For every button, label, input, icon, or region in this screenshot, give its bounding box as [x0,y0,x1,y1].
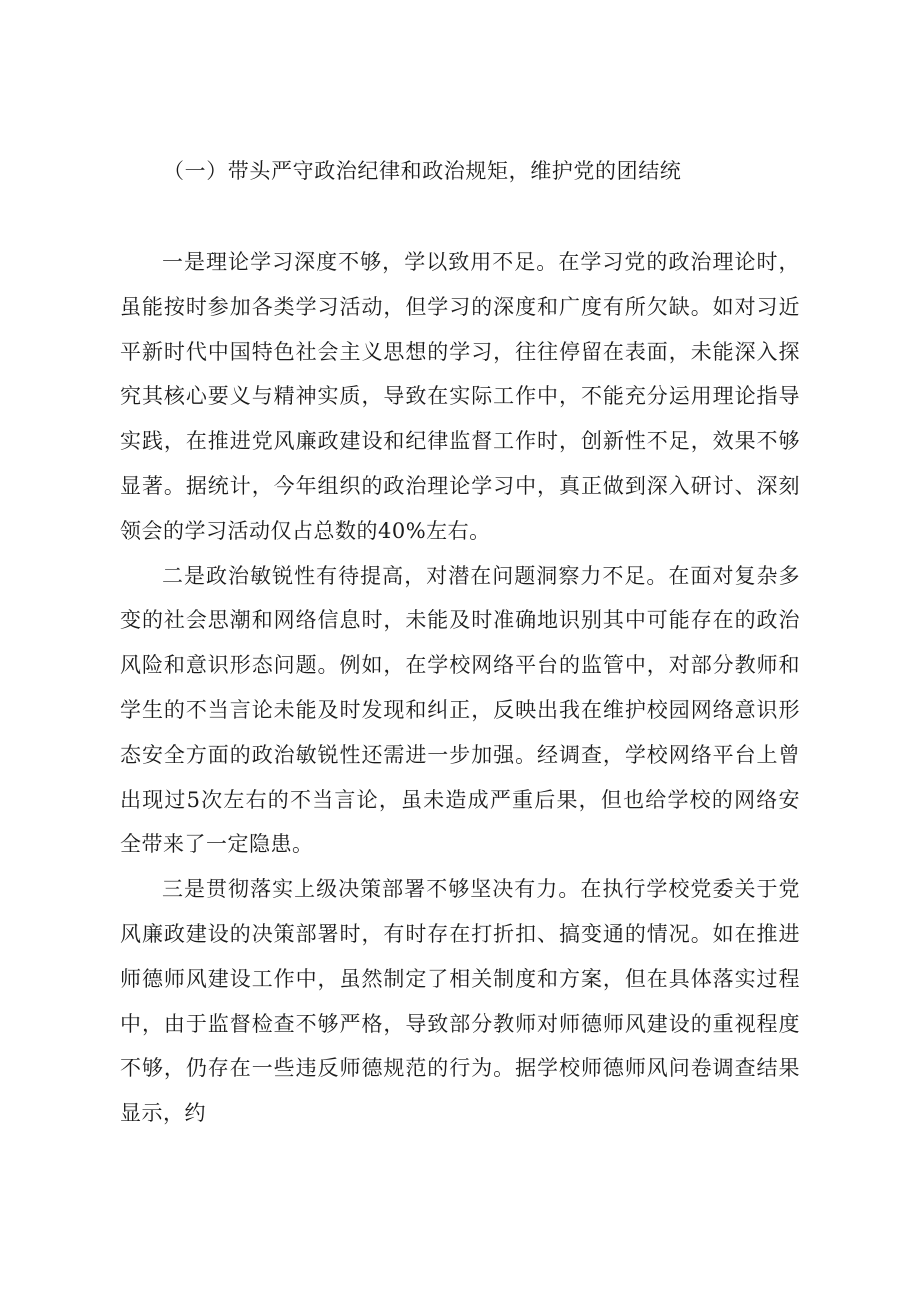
document-body [120,240,800,1136]
paragraph-1: 一是理论学习深度不够，学以致用不足。在学习党的政治理论时，虽能按时参加各类学习活动，但学习的深度和广度有所欠缺。如对习近平新时代中国特色社会主义思想的学习，往往停留在表面，未能深入探究其核心要义与精神实质，导致在实际工作中，不能充分运用理论指导实践，在推进党风廉政建设和纪律监督工作时，创新性不足，效果不够显著。据统计，今年组织的政治理论学习中，真正做到深入研讨、深刻领会的学习活动仅占总数的40%左右。 [120,250,800,543]
paragraph-2: 二是政治敏锐性有待提高，对潜在问题洞察力不足。在面对复杂多变的社会思潮和网络信息时，未能及时准确地识别其中可能存在的政治风险和意识形态问题。例如，在学校网络平台的监管中，对部分教师和学生的不当言论未能及时发现和纠正，反映出我在维护校园网络意识形态安全方面的政治敏锐性还需进一步加强。经调查，学校网络平台上曾出现过5次左右的不当言论，虽未造成严重后果，但也给学校的网络安全带来了一定隐患。 [120,563,800,857]
section-heading: （一）带头严守政治纪律和政治规矩，维护党的团结统 [163,159,682,183]
paragraph-3: 三是贯彻落实上级决策部署不够坚决有力。在执行学校党委关于党风廉政建设的决策部署时，有时存在打折扣、搞变通的情况。如在推进师德师风建设工作中，虽然制定了相关制度和方案，但在具体落实过程中，由于监督检查不够严格，导致部分教师对师德师风建设的重视程度不够，仍存在一些违反师德规范的行为。据学校师德师风问卷调查结果显示，约 [120,877,800,1126]
